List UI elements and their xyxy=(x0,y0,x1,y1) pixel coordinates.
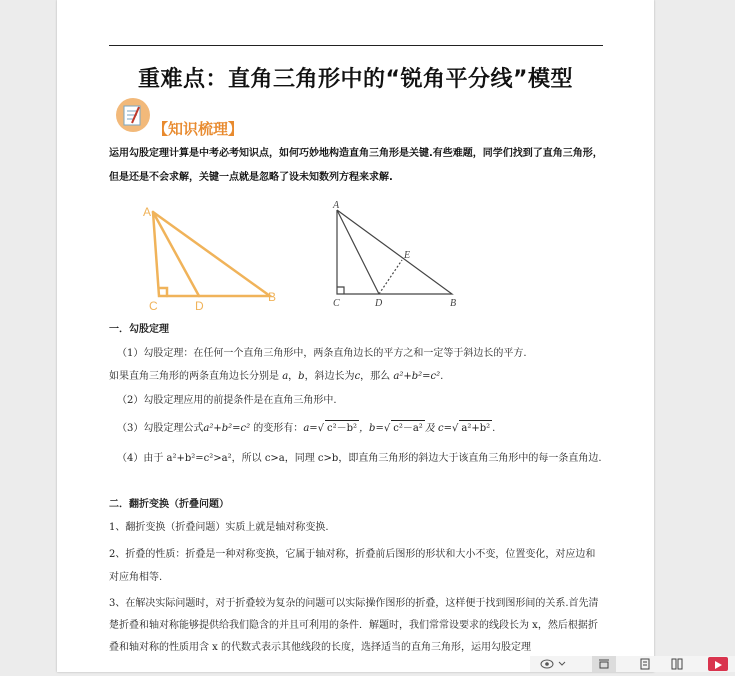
fig1-label-d: D xyxy=(195,299,204,313)
fig2-label-e: E xyxy=(404,250,411,261)
section-label: 【知识梳理】 xyxy=(153,120,244,138)
figure-triangle-1 xyxy=(135,198,290,313)
two-page-icon[interactable] xyxy=(670,658,684,670)
view-toolbar xyxy=(530,656,735,672)
pythagoras-p5: （4）由于 a²+b²=c²>a²，所以 c>a，同理 c>b，即直角三角形的斜边大于该直角三角形中的每一条直角边. xyxy=(117,453,602,464)
fig1-label-a: A xyxy=(143,205,152,219)
fig2-label-a: A xyxy=(333,200,340,211)
fig2-label-d: D xyxy=(375,298,383,309)
document-view-icon[interactable] xyxy=(638,658,652,670)
folding-p2: 2、折叠的性质：折叠是一种对称变换，它属于轴对称，折叠前后图形的形状和大小不变，位置变化，对应边和对应角相等. xyxy=(109,549,596,583)
fig2-label-b: B xyxy=(450,298,457,309)
play-button[interactable] xyxy=(708,657,728,671)
fig1-label-c: C xyxy=(149,299,158,313)
figure-triangle-2 xyxy=(317,196,467,311)
notebook-icon xyxy=(115,97,151,133)
single-page-icon[interactable] xyxy=(597,658,611,670)
section-heading-pythagoras: 一．勾股定理 xyxy=(109,324,169,335)
chevron-down-icon[interactable] xyxy=(558,658,566,670)
folding-p3: 3、在解决实际问题时，对于折叠较为复杂的问题可以实际操作图形的折叠，这样便于找到图形间的关系.首先清楚折叠和轴对称能够提供给我们隐含的并且可利用的条件．解题时，我们常常设要求的线段长为 x，然后根据折叠和轴对称的性质用含 x 的代数式表示其他线段的长度，选择适当的直角三角形，运用勾股定理 xyxy=(109,598,599,653)
play-icon xyxy=(708,658,728,672)
document-page xyxy=(57,0,654,672)
eye-icon[interactable] xyxy=(540,658,554,670)
intro-paragraph: 运用勾股定理计算是中考必考知识点，如何巧妙地构造直角三角形是关键.有些难题，同学们找到了直角三角形，但是还是不会求解，关键一点就是忽略了设未知数列方程来求解. xyxy=(109,148,603,183)
folding-p1: 1、翻折变换（折叠问题）实质上就是轴对称变换. xyxy=(109,522,329,533)
pythagoras-p2: 如果直角三角形的两条直角边长分别是 a，b，斜边长为c，那么 a²+b²=c². xyxy=(109,371,444,382)
pythagoras-p1: （1）勾股定理：在任何一个直角三角形中，两条直角边长的平方之和一定等于斜边长的平方. xyxy=(117,348,527,359)
header-rule xyxy=(109,45,603,46)
pythagoras-p4: （3）勾股定理公式a²+b²=c² 的变形有：a=√ c²－b² ，b=√ c²－a² 及 c=√ a²+b² . xyxy=(109,420,611,437)
pythagoras-p3: （2）勾股定理应用的前提条件是在直角三角形中. xyxy=(117,395,337,406)
fig2-label-c: C xyxy=(333,298,340,309)
fig1-label-b: B xyxy=(268,290,277,304)
page-title: 重难点：直角三角形中的“锐角平分线”模型 xyxy=(138,67,573,92)
section-heading-folding: 二．翻折变换（折叠问题） xyxy=(109,499,229,510)
